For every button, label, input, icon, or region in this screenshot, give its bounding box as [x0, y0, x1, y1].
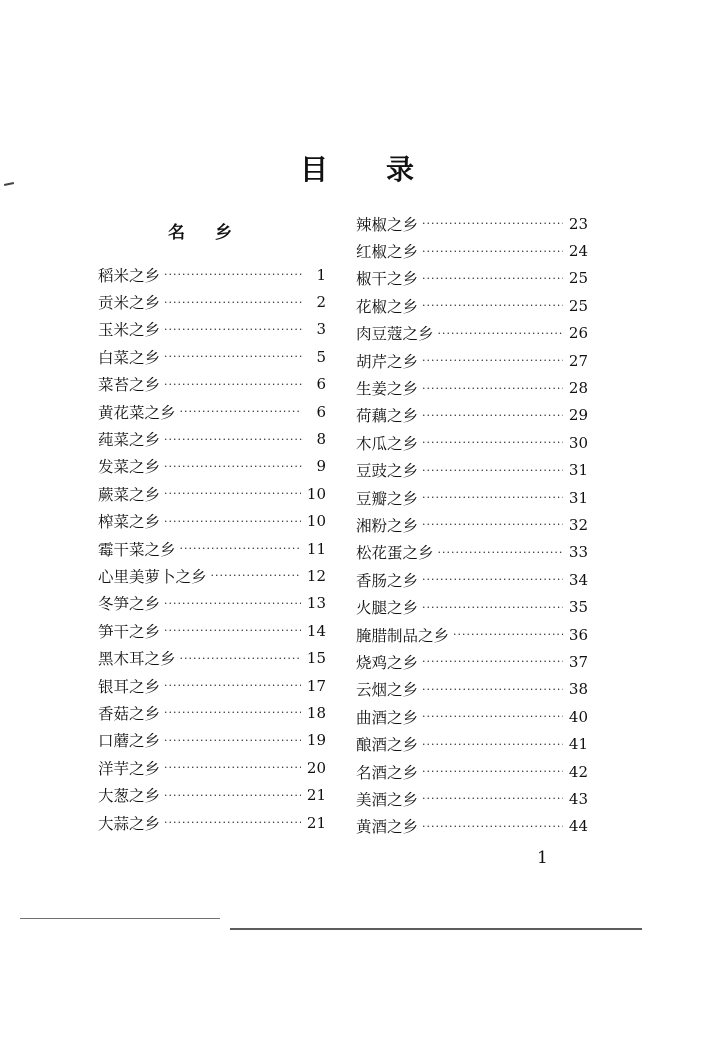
toc-dot-leader: [438, 327, 563, 340]
toc-entry-label: 生姜之乡: [356, 380, 419, 399]
toc-entry-page: 27: [568, 351, 588, 370]
toc-entry: [356, 785, 588, 812]
toc-entry-label: 榨菜之乡: [98, 513, 161, 532]
toc-entry-page: 30: [568, 433, 588, 452]
toc-entry-label: 洋芋之乡: [98, 759, 161, 778]
toc-dot-leader: [422, 436, 563, 449]
toc-entry-page: 15: [306, 649, 326, 668]
toc-dot-leader: [422, 409, 563, 422]
toc-entry: [98, 288, 326, 315]
toc-entry-page: 41: [568, 735, 588, 754]
toc-entry-page: 25: [568, 296, 588, 315]
scan-edge-line: [230, 928, 642, 930]
toc-entry-label: 冬笋之乡: [98, 595, 161, 614]
toc-entry: [356, 347, 588, 374]
toc-entry-page: 35: [568, 598, 588, 617]
toc-entry: [356, 566, 588, 593]
toc-entry: [98, 699, 326, 726]
toc-entry-label: 红椒之乡: [356, 243, 419, 262]
toc-entry-page: 43: [568, 789, 588, 808]
toc-entry-page: 21: [306, 786, 326, 805]
toc-entry: [98, 425, 326, 452]
toc-entry: [356, 703, 588, 730]
toc-dot-leader: [164, 433, 302, 446]
toc-entry: [356, 593, 588, 620]
toc-entry-page: 13: [306, 594, 326, 613]
toc-entry-page: 10: [306, 512, 326, 531]
page-number: 1: [537, 848, 548, 868]
toc-entry-page: 17: [306, 676, 326, 695]
toc-entry-page: 42: [568, 762, 588, 781]
toc-dot-leader: [164, 268, 302, 281]
toc-dot-leader: [422, 464, 563, 477]
toc-dot-leader: [422, 573, 563, 586]
toc-entry: [98, 371, 326, 398]
toc-entry-page: 14: [306, 621, 326, 640]
toc-entry: [356, 758, 588, 785]
toc-entry-page: 3: [316, 320, 326, 339]
toc-dot-leader: [422, 354, 563, 367]
toc-entry: [356, 374, 588, 401]
toc-entry-label: 火腿之乡: [356, 599, 419, 618]
toc-dot-leader: [164, 296, 302, 309]
toc-entry: [356, 402, 588, 429]
toc-entry-label: 口蘑之乡: [98, 732, 161, 751]
toc-entry-page: 38: [568, 680, 588, 699]
toc-entry-page: 31: [568, 488, 588, 507]
toc-entry: [356, 511, 588, 538]
toc-entry-page: 32: [568, 515, 588, 534]
toc-entry-label: 云烟之乡: [356, 681, 419, 700]
toc-entry: [98, 453, 326, 480]
toc-dot-leader: [164, 323, 302, 336]
toc-entry: [356, 730, 588, 757]
toc-dot-leader: [422, 601, 563, 614]
toc-left-column: [98, 261, 326, 836]
toc-dot-leader: [422, 738, 563, 751]
toc-dot-leader: [422, 710, 563, 723]
toc-dot-leader: [422, 820, 563, 833]
toc-dot-leader: [180, 405, 302, 418]
page-title: 目录: [299, 153, 472, 186]
toc-dot-leader: [164, 515, 301, 528]
toc-entry: [356, 676, 588, 703]
toc-dot-leader: [211, 569, 301, 582]
toc-entry-label: 黄酒之乡: [356, 818, 419, 837]
toc-entry: [98, 562, 326, 589]
toc-entry-label: 莼菜之乡: [98, 431, 161, 450]
toc-dot-leader: [164, 734, 301, 747]
toc-entry-label: 笋干之乡: [98, 622, 161, 641]
toc-entry-page: 8: [316, 430, 326, 449]
toc-entry-page: 12: [306, 566, 326, 585]
toc-dot-leader: [422, 792, 563, 805]
toc-entry-label: 美酒之乡: [356, 790, 419, 809]
toc-entry: [356, 648, 588, 675]
toc-entry-label: 蕨菜之乡: [98, 485, 161, 504]
toc-dot-leader: [180, 652, 301, 665]
toc-right-column: [356, 210, 588, 840]
toc-entry: [356, 539, 588, 566]
toc-entry-label: 香菇之乡: [98, 704, 161, 723]
toc-entry: [356, 292, 588, 319]
toc-entry-label: 荷藕之乡: [356, 407, 419, 426]
toc-dot-leader: [422, 491, 563, 504]
toc-dot-leader: [164, 460, 302, 473]
toc-entry-label: 黑木耳之乡: [98, 650, 176, 669]
toc-entry-label: 大蒜之乡: [98, 814, 161, 833]
toc-entry-page: 34: [568, 570, 588, 589]
toc-dot-leader: [438, 546, 563, 559]
toc-dot-leader: [422, 765, 563, 778]
toc-dot-leader: [164, 761, 301, 774]
toc-entry: [98, 590, 326, 617]
toc-entry-page: 21: [306, 813, 326, 832]
toc-entry: [356, 484, 588, 511]
toc-entry-page: 33: [568, 543, 588, 562]
toc-dot-leader: [164, 350, 302, 363]
toc-entry-page: 36: [568, 625, 588, 644]
toc-entry: [356, 320, 588, 347]
toc-entry-label: 大葱之乡: [98, 787, 161, 806]
toc-entry-page: 18: [306, 703, 326, 722]
toc-entry: [98, 617, 326, 644]
toc-dot-leader: [422, 245, 563, 258]
toc-dot-leader: [164, 789, 301, 802]
toc-entry-label: 曲酒之乡: [356, 708, 419, 727]
toc-dot-leader: [422, 217, 563, 230]
toc-entry-label: 腌腊制品之乡: [356, 626, 450, 645]
toc-dot-leader: [164, 679, 301, 692]
toc-entry-label: 菜苔之乡: [98, 376, 161, 395]
toc-entry-label: 湘粉之乡: [356, 516, 419, 535]
toc-entry-page: 24: [568, 242, 588, 261]
toc-dot-leader: [180, 542, 301, 555]
toc-entry-label: 松花蛋之乡: [356, 544, 434, 563]
toc-entry: [356, 813, 588, 840]
toc-entry-page: 2: [316, 293, 326, 312]
toc-entry: [98, 754, 326, 781]
toc-dot-leader: [422, 382, 563, 395]
toc-dot-leader: [422, 518, 563, 531]
toc-entry: [356, 210, 588, 237]
toc-entry-label: 稻米之乡: [98, 266, 161, 285]
toc-dot-leader: [164, 706, 301, 719]
toc-dot-leader: [422, 683, 563, 696]
toc-entry: [98, 398, 326, 425]
toc-entry-page: 44: [568, 817, 588, 836]
toc-entry-label: 心里美萝卜之乡: [98, 567, 207, 586]
toc-entry-page: 23: [568, 214, 588, 233]
toc-entry: [98, 508, 326, 535]
toc-entry: [356, 429, 588, 456]
toc-entry: [356, 457, 588, 484]
toc-entry-page: 6: [316, 402, 326, 421]
toc-entry-page: 31: [568, 461, 588, 480]
toc-entry-page: 6: [316, 375, 326, 394]
toc-entry-label: 花椒之乡: [356, 297, 419, 316]
toc-entry-page: 20: [306, 758, 326, 777]
toc-entry-page: 10: [306, 484, 326, 503]
toc-dot-leader: [164, 487, 301, 500]
toc-dot-leader: [453, 628, 563, 641]
toc-entry: [356, 237, 588, 264]
toc-entry-label: 发菜之乡: [98, 458, 161, 477]
toc-entry-label: 玉米之乡: [98, 321, 161, 340]
toc-entry: [356, 265, 588, 292]
toc-dot-leader: [164, 378, 302, 391]
toc-dot-leader: [422, 299, 563, 312]
toc-entry: [98, 535, 326, 562]
toc-entry-label: 白菜之乡: [98, 348, 161, 367]
toc-entry: [356, 621, 588, 648]
toc-entry-page: 25: [568, 269, 588, 288]
toc-entry-label: 豆豉之乡: [356, 462, 419, 481]
toc-entry-page: 28: [568, 379, 588, 398]
toc-entry-label: 霉干菜之乡: [98, 540, 176, 559]
toc-entry-page: 11: [306, 539, 326, 558]
toc-entry-label: 贡米之乡: [98, 294, 161, 313]
toc-dot-leader: [164, 624, 301, 637]
scan-edge-line: [20, 918, 220, 919]
toc-entry-label: 香肠之乡: [356, 571, 419, 590]
toc-entry: [98, 727, 326, 754]
toc-entry-page: 19: [306, 731, 326, 750]
toc-entry-label: 胡芹之乡: [356, 352, 419, 371]
toc-entry-label: 肉豆蔻之乡: [356, 325, 434, 344]
toc-entry: [98, 480, 326, 507]
toc-entry: [98, 261, 326, 288]
toc-entry: [98, 644, 326, 671]
toc-entry-label: 黄花菜之乡: [98, 403, 176, 422]
toc-entry: [98, 809, 326, 836]
toc-entry: [98, 316, 326, 343]
toc-dot-leader: [422, 655, 563, 668]
toc-dot-leader: [164, 597, 301, 610]
toc-entry-label: 名酒之乡: [356, 763, 419, 782]
toc-entry-label: 豆瓣之乡: [356, 489, 419, 508]
toc-entry-page: 1: [316, 265, 326, 284]
toc-dot-leader: [422, 272, 563, 285]
toc-entry-page: 9: [316, 457, 326, 476]
section-heading: 名乡: [168, 223, 262, 243]
toc-entry-label: 酿酒之乡: [356, 736, 419, 755]
toc-entry-label: 辣椒之乡: [356, 215, 419, 234]
toc-entry-page: 40: [568, 707, 588, 726]
toc-entry-page: 29: [568, 406, 588, 425]
toc-entry-label: 银耳之乡: [98, 677, 161, 696]
toc-dot-leader: [164, 816, 301, 829]
toc-entry-label: 椒干之乡: [356, 270, 419, 289]
toc-entry-page: 37: [568, 652, 588, 671]
toc-entry: [98, 781, 326, 808]
toc-entry-page: 5: [316, 347, 326, 366]
toc-entry: [98, 672, 326, 699]
toc-entry-label: 木瓜之乡: [356, 434, 419, 453]
toc-entry: [98, 343, 326, 370]
toc-entry-page: 26: [568, 324, 588, 343]
toc-entry-label: 烧鸡之乡: [356, 653, 419, 672]
